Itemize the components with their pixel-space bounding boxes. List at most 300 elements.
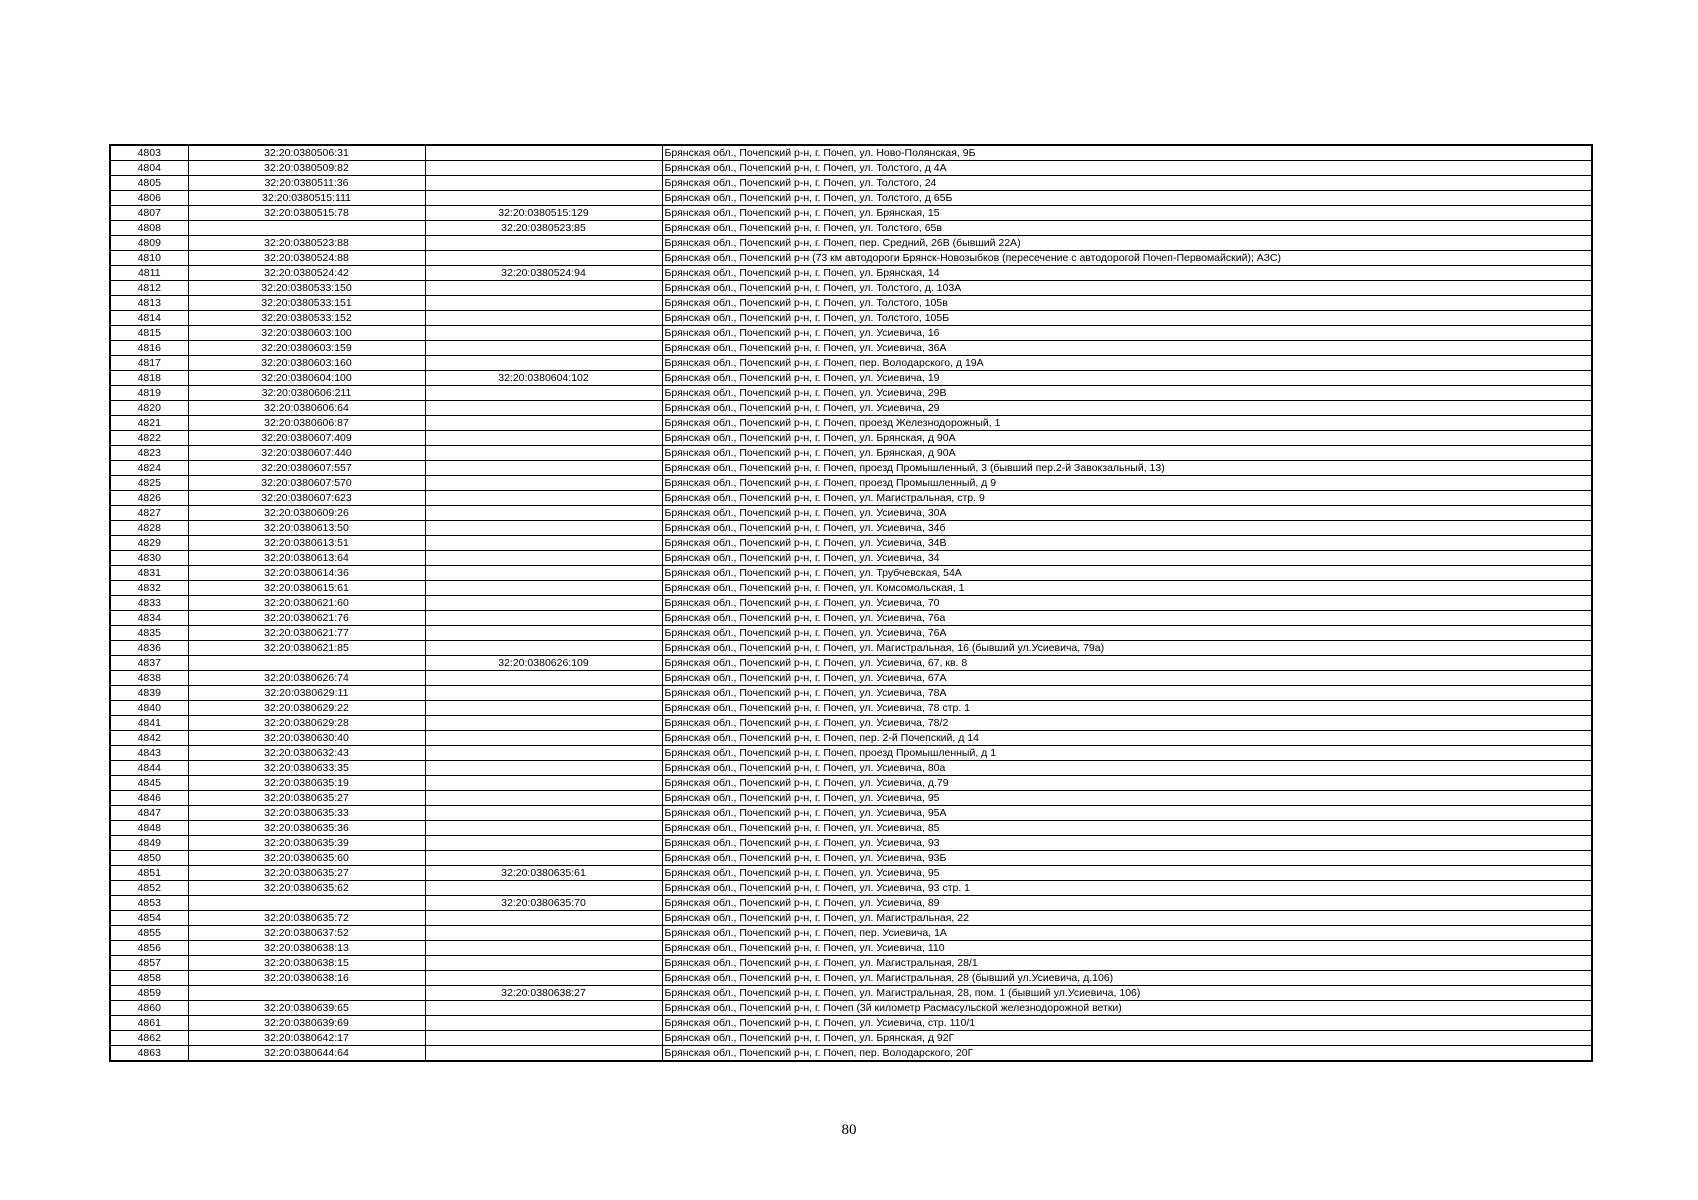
row-number-cell: 4811 bbox=[110, 266, 188, 281]
row-number-cell: 4862 bbox=[110, 1031, 188, 1046]
cadastral-number-cell: 32:20:0380635:62 bbox=[188, 881, 425, 896]
address-cell: Брянская обл., Почепский р-н, г. Почеп, проезд Промышленный, 3 (бывший пер.2-й Завокзальный, 13) bbox=[662, 461, 1592, 476]
related-cadastral-number-cell bbox=[425, 566, 662, 581]
row-number-cell: 4859 bbox=[110, 986, 188, 1001]
row-number-cell: 4832 bbox=[110, 581, 188, 596]
row-number-cell: 4817 bbox=[110, 356, 188, 371]
address-cell: Брянская обл., Почепский р-н, г. Почеп, ул. Толстого, 105в bbox=[662, 296, 1592, 311]
related-cadastral-number-cell: 32:20:0380524:94 bbox=[425, 266, 662, 281]
address-cell: Брянская обл., Почепский р-н, г. Почеп, пер. Володарского, д 19А bbox=[662, 356, 1592, 371]
cadastral-number-cell: 32:20:0380509:82 bbox=[188, 161, 425, 176]
related-cadastral-number-cell bbox=[425, 716, 662, 731]
cadastral-number-cell: 32:20:0380632:43 bbox=[188, 746, 425, 761]
related-cadastral-number-cell bbox=[425, 806, 662, 821]
row-number-cell: 4809 bbox=[110, 236, 188, 251]
cadastral-number-cell: 32:20:0380607:409 bbox=[188, 431, 425, 446]
table-row bbox=[110, 581, 1592, 596]
row-number-cell: 4829 bbox=[110, 536, 188, 551]
row-number-cell: 4824 bbox=[110, 461, 188, 476]
cadastral-number-cell: 32:20:0380638:13 bbox=[188, 941, 425, 956]
table-row bbox=[110, 296, 1592, 311]
address-cell: Брянская обл., Почепский р-н, г. Почеп, ул. Усиевича, 67, кв. 8 bbox=[662, 656, 1592, 671]
cadastral-number-cell: 32:20:0380621:60 bbox=[188, 596, 425, 611]
related-cadastral-number-cell bbox=[425, 536, 662, 551]
table-row bbox=[110, 506, 1592, 521]
cadastral-number-cell: 32:20:0380533:150 bbox=[188, 281, 425, 296]
cadastral-number-cell: 32:20:0380603:160 bbox=[188, 356, 425, 371]
row-number-cell: 4843 bbox=[110, 746, 188, 761]
table-row bbox=[110, 431, 1592, 446]
address-cell: Брянская обл., Почепский р-н, г. Почеп, проезд Промышленный, д 9 bbox=[662, 476, 1592, 491]
address-cell: Брянская обл., Почепский р-н (73 км автодороги Брянск-Новозыбков (пересечение с автодорогой Почеп-Первомайский); АЗС) bbox=[662, 251, 1592, 266]
cadastral-number-cell: 32:20:0380515:111 bbox=[188, 191, 425, 206]
address-cell: Брянская обл., Почепский р-н, г. Почеп, ул. Магистральная, 28 (бывший ул.Усиевича, д.106) bbox=[662, 971, 1592, 986]
address-cell: Брянская обл., Почепский р-н, г. Почеп, ул. Толстого, 65в bbox=[662, 221, 1592, 236]
table-row bbox=[110, 821, 1592, 836]
row-number-cell: 4807 bbox=[110, 206, 188, 221]
address-cell: Брянская обл., Почепский р-н, г. Почеп (3й километр Расмасульской железнодорожной ветки) bbox=[662, 1001, 1592, 1016]
row-number-cell: 4854 bbox=[110, 911, 188, 926]
related-cadastral-number-cell bbox=[425, 641, 662, 656]
related-cadastral-number-cell bbox=[425, 626, 662, 641]
related-cadastral-number-cell bbox=[425, 686, 662, 701]
related-cadastral-number-cell bbox=[425, 821, 662, 836]
address-cell: Брянская обл., Почепский р-н, г. Почеп, ул. Толстого, д. 103А bbox=[662, 281, 1592, 296]
related-cadastral-number-cell bbox=[425, 1031, 662, 1046]
table-row bbox=[110, 1031, 1592, 1046]
related-cadastral-number-cell bbox=[425, 386, 662, 401]
row-number-cell: 4823 bbox=[110, 446, 188, 461]
table-row bbox=[110, 191, 1592, 206]
related-cadastral-number-cell bbox=[425, 461, 662, 476]
cadastral-number-cell: 32:20:0380626:74 bbox=[188, 671, 425, 686]
related-cadastral-number-cell bbox=[425, 926, 662, 941]
row-number-cell: 4828 bbox=[110, 521, 188, 536]
address-cell: Брянская обл., Почепский р-н, г. Почеп, ул. Усиевича, 95 bbox=[662, 791, 1592, 806]
related-cadastral-number-cell bbox=[425, 416, 662, 431]
table-row bbox=[110, 311, 1592, 326]
address-cell: Брянская обл., Почепский р-н, г. Почеп, ул. Комсомольская, 1 bbox=[662, 581, 1592, 596]
address-cell: Брянская обл., Почепский р-н, г. Почеп, ул. Усиевича, 76а bbox=[662, 611, 1592, 626]
address-cell: Брянская обл., Почепский р-н, г. Почеп, ул. Магистральная, 28/1 bbox=[662, 956, 1592, 971]
related-cadastral-number-cell bbox=[425, 281, 662, 296]
cadastral-number-cell: 32:20:0380515:78 bbox=[188, 206, 425, 221]
related-cadastral-number-cell bbox=[425, 1046, 662, 1062]
address-cell: Брянская обл., Почепский р-н, г. Почеп, ул. Магистральная, 28, пом. 1 (бывший ул.Усиевича, 106) bbox=[662, 986, 1592, 1001]
row-number-cell: 4821 bbox=[110, 416, 188, 431]
address-cell: Брянская обл., Почепский р-н, г. Почеп, ул. Ново-Полянская, 9Б bbox=[662, 145, 1592, 161]
cadastral-number-cell: 32:20:0380637:52 bbox=[188, 926, 425, 941]
row-number-cell: 4860 bbox=[110, 1001, 188, 1016]
cadastral-number-cell: 32:20:0380635:60 bbox=[188, 851, 425, 866]
table-row bbox=[110, 776, 1592, 791]
related-cadastral-number-cell bbox=[425, 836, 662, 851]
table-row bbox=[110, 866, 1592, 881]
row-number-cell: 4806 bbox=[110, 191, 188, 206]
related-cadastral-number-cell bbox=[425, 521, 662, 536]
related-cadastral-number-cell bbox=[425, 776, 662, 791]
cadastral-number-cell: 32:20:0380615:61 bbox=[188, 581, 425, 596]
cadastral-number-cell: 32:20:0380633:35 bbox=[188, 761, 425, 776]
cadastral-number-cell: 32:20:0380607:570 bbox=[188, 476, 425, 491]
address-cell: Брянская обл., Почепский р-н, г. Почеп, ул. Усиевича, 89 bbox=[662, 896, 1592, 911]
cadastral-number-cell: 32:20:0380644:64 bbox=[188, 1046, 425, 1062]
address-cell: Брянская обл., Почепский р-н, г. Почеп, ул. Брянская, д 92Г bbox=[662, 1031, 1592, 1046]
address-cell: Брянская обл., Почепский р-н, г. Почеп, ул. Усиевича, 80а bbox=[662, 761, 1592, 776]
cadastral-number-cell: 32:20:0380639:65 bbox=[188, 1001, 425, 1016]
row-number-cell: 4803 bbox=[110, 145, 188, 161]
table-row bbox=[110, 386, 1592, 401]
related-cadastral-number-cell bbox=[425, 956, 662, 971]
related-cadastral-number-cell bbox=[425, 356, 662, 371]
address-cell: Брянская обл., Почепский р-н, г. Почеп, проезд Промышленный, д 1 bbox=[662, 746, 1592, 761]
address-cell: Брянская обл., Почепский р-н, г. Почеп, ул. Толстого, 24 bbox=[662, 176, 1592, 191]
address-cell: Брянская обл., Почепский р-н, г. Почеп, ул. Усиевича, 29 bbox=[662, 401, 1592, 416]
row-number-cell: 4814 bbox=[110, 311, 188, 326]
address-cell: Брянская обл., Почепский р-н, г. Почеп, ул. Усиевича, 93 bbox=[662, 836, 1592, 851]
cadastral-number-cell: 32:20:0380621:77 bbox=[188, 626, 425, 641]
row-number-cell: 4816 bbox=[110, 341, 188, 356]
table-row bbox=[110, 416, 1592, 431]
table-row bbox=[110, 896, 1592, 911]
row-number-cell: 4856 bbox=[110, 941, 188, 956]
cadastral-number-cell: 32:20:0380533:151 bbox=[188, 296, 425, 311]
table-row bbox=[110, 956, 1592, 971]
related-cadastral-number-cell bbox=[425, 311, 662, 326]
table-row bbox=[110, 266, 1592, 281]
row-number-cell: 4846 bbox=[110, 791, 188, 806]
row-number-cell: 4853 bbox=[110, 896, 188, 911]
table-row bbox=[110, 521, 1592, 536]
address-cell: Брянская обл., Почепский р-н, г. Почеп, ул. Трубчевская, 54А bbox=[662, 566, 1592, 581]
row-number-cell: 4842 bbox=[110, 731, 188, 746]
table-row bbox=[110, 671, 1592, 686]
row-number-cell: 4851 bbox=[110, 866, 188, 881]
related-cadastral-number-cell bbox=[425, 446, 662, 461]
table-row bbox=[110, 251, 1592, 266]
related-cadastral-number-cell bbox=[425, 145, 662, 161]
address-cell: Брянская обл., Почепский р-н, г. Почеп, ул. Толстого, 105Б bbox=[662, 311, 1592, 326]
table-row bbox=[110, 881, 1592, 896]
cadastral-number-cell bbox=[188, 896, 425, 911]
address-cell: Брянская обл., Почепский р-н, г. Почеп, ул. Толстого, д 65Б bbox=[662, 191, 1592, 206]
table-row bbox=[110, 176, 1592, 191]
cadastral-number-cell: 32:20:0380524:42 bbox=[188, 266, 425, 281]
table-row bbox=[110, 911, 1592, 926]
table-row bbox=[110, 551, 1592, 566]
table-row bbox=[110, 761, 1592, 776]
cadastral-number-cell: 32:20:0380603:100 bbox=[188, 326, 425, 341]
cadastral-number-cell: 32:20:0380609:26 bbox=[188, 506, 425, 521]
cadastral-number-cell: 32:20:0380613:64 bbox=[188, 551, 425, 566]
row-number-cell: 4805 bbox=[110, 176, 188, 191]
cadastral-number-cell: 32:20:0380635:36 bbox=[188, 821, 425, 836]
address-cell: Брянская обл., Почепский р-н, г. Почеп, ул. Усиевича, 70 bbox=[662, 596, 1592, 611]
address-cell: Брянская обл., Почепский р-н, г. Почеп, ул. Усиевича, 93 стр. 1 bbox=[662, 881, 1592, 896]
table-row bbox=[110, 161, 1592, 176]
cadastral-number-cell: 32:20:0380638:16 bbox=[188, 971, 425, 986]
table-row bbox=[110, 566, 1592, 581]
address-cell: Брянская обл., Почепский р-н, г. Почеп, ул. Магистральная, стр. 9 bbox=[662, 491, 1592, 506]
address-cell: Брянская обл., Почепский р-н, г. Почеп, проезд Железнодорожный, 1 bbox=[662, 416, 1592, 431]
address-cell: Брянская обл., Почепский р-н, г. Почеп, ул. Усиевича, 78А bbox=[662, 686, 1592, 701]
table-row bbox=[110, 851, 1592, 866]
address-cell: Брянская обл., Почепский р-н, г. Почеп, ул. Усиевича, стр. 110/1 bbox=[662, 1016, 1592, 1031]
row-number-cell: 4850 bbox=[110, 851, 188, 866]
row-number-cell: 4847 bbox=[110, 806, 188, 821]
related-cadastral-number-cell: 32:20:0380523:85 bbox=[425, 221, 662, 236]
related-cadastral-number-cell bbox=[425, 701, 662, 716]
cadastral-number-cell: 32:20:0380635:27 bbox=[188, 791, 425, 806]
row-number-cell: 4863 bbox=[110, 1046, 188, 1062]
table-row bbox=[110, 941, 1592, 956]
row-number-cell: 4804 bbox=[110, 161, 188, 176]
row-number-cell: 4848 bbox=[110, 821, 188, 836]
page-number: 80 bbox=[841, 1122, 857, 1138]
address-cell: Брянская обл., Почепский р-н, г. Почеп, пер. 2-й Почепский, д 14 bbox=[662, 731, 1592, 746]
cadastral-number-cell: 32:20:0380523:88 bbox=[188, 236, 425, 251]
row-number-cell: 4815 bbox=[110, 326, 188, 341]
address-cell: Брянская обл., Почепский р-н, г. Почеп, ул. Толстого, д 4А bbox=[662, 161, 1592, 176]
related-cadastral-number-cell bbox=[425, 596, 662, 611]
cadastral-number-cell: 32:20:0380638:15 bbox=[188, 956, 425, 971]
address-cell: Брянская обл., Почепский р-н, г. Почеп, ул. Усиевича, 19 bbox=[662, 371, 1592, 386]
address-cell: Брянская обл., Почепский р-н, г. Почеп, ул. Усиевича, 34В bbox=[662, 536, 1592, 551]
row-number-cell: 4830 bbox=[110, 551, 188, 566]
address-cell: Брянская обл., Почепский р-н, г. Почеп, ул. Усиевича, 29В bbox=[662, 386, 1592, 401]
related-cadastral-number-cell bbox=[425, 401, 662, 416]
row-number-cell: 4858 bbox=[110, 971, 188, 986]
cadastral-number-cell: 32:20:0380642:17 bbox=[188, 1031, 425, 1046]
row-number-cell: 4849 bbox=[110, 836, 188, 851]
row-number-cell: 4810 bbox=[110, 251, 188, 266]
cadastral-number-cell: 32:20:0380606:87 bbox=[188, 416, 425, 431]
related-cadastral-number-cell bbox=[425, 581, 662, 596]
address-cell: Брянская обл., Почепский р-н, г. Почеп, ул. Усиевича, 16 bbox=[662, 326, 1592, 341]
cadastral-number-cell: 32:20:0380629:11 bbox=[188, 686, 425, 701]
related-cadastral-number-cell bbox=[425, 611, 662, 626]
related-cadastral-number-cell: 32:20:0380604:102 bbox=[425, 371, 662, 386]
table-row bbox=[110, 341, 1592, 356]
related-cadastral-number-cell bbox=[425, 176, 662, 191]
cadastral-number-cell: 32:20:0380629:28 bbox=[188, 716, 425, 731]
table-row bbox=[110, 986, 1592, 1001]
related-cadastral-number-cell bbox=[425, 506, 662, 521]
cadastral-number-cell: 32:20:0380511:36 bbox=[188, 176, 425, 191]
related-cadastral-number-cell bbox=[425, 431, 662, 446]
row-number-cell: 4813 bbox=[110, 296, 188, 311]
cadastral-number-cell: 32:20:0380635:27 bbox=[188, 866, 425, 881]
row-number-cell: 4845 bbox=[110, 776, 188, 791]
cadastral-number-cell: 32:20:0380607:623 bbox=[188, 491, 425, 506]
table-row bbox=[110, 701, 1592, 716]
cadastral-number-cell: 32:20:0380621:76 bbox=[188, 611, 425, 626]
related-cadastral-number-cell: 32:20:0380635:61 bbox=[425, 866, 662, 881]
row-number-cell: 4831 bbox=[110, 566, 188, 581]
cadastral-number-cell: 32:20:0380604:100 bbox=[188, 371, 425, 386]
row-number-cell: 4833 bbox=[110, 596, 188, 611]
related-cadastral-number-cell bbox=[425, 551, 662, 566]
row-number-cell: 4838 bbox=[110, 671, 188, 686]
related-cadastral-number-cell bbox=[425, 881, 662, 896]
table-row bbox=[110, 326, 1592, 341]
row-number-cell: 4839 bbox=[110, 686, 188, 701]
cadastral-number-cell bbox=[188, 656, 425, 671]
cadastral-number-cell bbox=[188, 221, 425, 236]
row-number-cell: 4837 bbox=[110, 656, 188, 671]
address-cell: Брянская обл., Почепский р-н, г. Почеп, ул. Усиевича, 85 bbox=[662, 821, 1592, 836]
table-row bbox=[110, 686, 1592, 701]
table-row bbox=[110, 446, 1592, 461]
table-row bbox=[110, 1016, 1592, 1031]
address-cell: Брянская обл., Почепский р-н, г. Почеп, ул. Усиевича, 78/2 bbox=[662, 716, 1592, 731]
related-cadastral-number-cell bbox=[425, 341, 662, 356]
cadastral-number-cell: 32:20:0380613:51 bbox=[188, 536, 425, 551]
table-row bbox=[110, 596, 1592, 611]
table-row bbox=[110, 206, 1592, 221]
related-cadastral-number-cell bbox=[425, 236, 662, 251]
cadastral-number-cell: 32:20:0380606:211 bbox=[188, 386, 425, 401]
row-number-cell: 4822 bbox=[110, 431, 188, 446]
related-cadastral-number-cell bbox=[425, 1016, 662, 1031]
related-cadastral-number-cell bbox=[425, 476, 662, 491]
table-row bbox=[110, 926, 1592, 941]
related-cadastral-number-cell bbox=[425, 761, 662, 776]
cadastral-number-cell: 32:20:0380621:85 bbox=[188, 641, 425, 656]
row-number-cell: 4820 bbox=[110, 401, 188, 416]
row-number-cell: 4818 bbox=[110, 371, 188, 386]
related-cadastral-number-cell bbox=[425, 161, 662, 176]
table-row bbox=[110, 476, 1592, 491]
table-row bbox=[110, 371, 1592, 386]
related-cadastral-number-cell bbox=[425, 1001, 662, 1016]
address-cell: Брянская обл., Почепский р-н, г. Почеп, ул. Усиевича, 76А bbox=[662, 626, 1592, 641]
row-number-cell: 4855 bbox=[110, 926, 188, 941]
address-cell: Брянская обл., Почепский р-н, г. Почеп, пер. Володарского, 20Г bbox=[662, 1046, 1592, 1062]
registry-table bbox=[109, 144, 1593, 1062]
related-cadastral-number-cell bbox=[425, 491, 662, 506]
table-row bbox=[110, 536, 1592, 551]
table-row bbox=[110, 641, 1592, 656]
table-row bbox=[110, 401, 1592, 416]
table-row bbox=[110, 1001, 1592, 1016]
table-row bbox=[110, 356, 1592, 371]
row-number-cell: 4834 bbox=[110, 611, 188, 626]
cadastral-number-cell bbox=[188, 986, 425, 1001]
address-cell: Брянская обл., Почепский р-н, г. Почеп, ул. Усиевича, 110 bbox=[662, 941, 1592, 956]
table-row bbox=[110, 806, 1592, 821]
address-cell: Брянская обл., Почепский р-н, г. Почеп, ул. Усиевича, 78 стр. 1 bbox=[662, 701, 1592, 716]
related-cadastral-number-cell: 32:20:0380638:27 bbox=[425, 986, 662, 1001]
row-number-cell: 4827 bbox=[110, 506, 188, 521]
table-row bbox=[110, 746, 1592, 761]
cadastral-number-cell: 32:20:0380607:440 bbox=[188, 446, 425, 461]
related-cadastral-number-cell bbox=[425, 251, 662, 266]
table-row bbox=[110, 145, 1592, 161]
cadastral-number-cell: 32:20:0380635:33 bbox=[188, 806, 425, 821]
address-cell: Брянская обл., Почепский р-н, г. Почеп, ул. Брянская, д 90А bbox=[662, 431, 1592, 446]
table-row bbox=[110, 491, 1592, 506]
cadastral-number-cell: 32:20:0380635:19 bbox=[188, 776, 425, 791]
table-row bbox=[110, 611, 1592, 626]
address-cell: Брянская обл., Почепский р-н, г. Почеп, ул. Магистральная, 16 (бывший ул.Усиевича, 79а) bbox=[662, 641, 1592, 656]
row-number-cell: 4844 bbox=[110, 761, 188, 776]
table-row bbox=[110, 221, 1592, 236]
related-cadastral-number-cell bbox=[425, 731, 662, 746]
row-number-cell: 4808 bbox=[110, 221, 188, 236]
address-cell: Брянская обл., Почепский р-н, г. Почеп, пер. Средний, 26В (бывший 22А) bbox=[662, 236, 1592, 251]
related-cadastral-number-cell bbox=[425, 191, 662, 206]
cadastral-number-cell: 32:20:0380606:64 bbox=[188, 401, 425, 416]
table-row bbox=[110, 461, 1592, 476]
address-cell: Брянская обл., Почепский р-н, г. Почеп, ул. Брянская, 15 bbox=[662, 206, 1592, 221]
row-number-cell: 4852 bbox=[110, 881, 188, 896]
address-cell: Брянская обл., Почепский р-н, г. Почеп, ул. Брянская, д 90А bbox=[662, 446, 1592, 461]
related-cadastral-number-cell bbox=[425, 746, 662, 761]
row-number-cell: 4836 bbox=[110, 641, 188, 656]
address-cell: Брянская обл., Почепский р-н, г. Почеп, ул. Усиевича, 34б bbox=[662, 521, 1592, 536]
related-cadastral-number-cell: 32:20:0380635:70 bbox=[425, 896, 662, 911]
cadastral-number-cell: 32:20:0380533:152 bbox=[188, 311, 425, 326]
cadastral-number-cell: 32:20:0380607:557 bbox=[188, 461, 425, 476]
address-cell: Брянская обл., Почепский р-н, г. Почеп, ул. Усиевича, 67А bbox=[662, 671, 1592, 686]
address-cell: Брянская обл., Почепский р-н, г. Почеп, ул. Усиевича, 93Б bbox=[662, 851, 1592, 866]
cadastral-number-cell: 32:20:0380524:88 bbox=[188, 251, 425, 266]
related-cadastral-number-cell bbox=[425, 971, 662, 986]
row-number-cell: 4861 bbox=[110, 1016, 188, 1031]
related-cadastral-number-cell bbox=[425, 671, 662, 686]
table-row bbox=[110, 836, 1592, 851]
table-row bbox=[110, 626, 1592, 641]
address-cell: Брянская обл., Почепский р-н, г. Почеп, ул. Усиевича, 95 bbox=[662, 866, 1592, 881]
related-cadastral-number-cell bbox=[425, 911, 662, 926]
address-cell: Брянская обл., Почепский р-н, г. Почеп, ул. Усиевича, 36А bbox=[662, 341, 1592, 356]
related-cadastral-number-cell bbox=[425, 791, 662, 806]
cadastral-number-cell: 32:20:0380639:69 bbox=[188, 1016, 425, 1031]
address-cell: Брянская обл., Почепский р-н, г. Почеп, пер. Усиевича, 1А bbox=[662, 926, 1592, 941]
address-cell: Брянская обл., Почепский р-н, г. Почеп, ул. Магистральная, 22 bbox=[662, 911, 1592, 926]
row-number-cell: 4857 bbox=[110, 956, 188, 971]
table-row bbox=[110, 1046, 1592, 1062]
cadastral-number-cell: 32:20:0380603:159 bbox=[188, 341, 425, 356]
address-cell: Брянская обл., Почепский р-н, г. Почеп, ул. Усиевича, 34 bbox=[662, 551, 1592, 566]
registry-table-body bbox=[110, 145, 1592, 1061]
row-number-cell: 4819 bbox=[110, 386, 188, 401]
related-cadastral-number-cell: 32:20:0380626:109 bbox=[425, 656, 662, 671]
table-row bbox=[110, 716, 1592, 731]
related-cadastral-number-cell: 32:20:0380515:129 bbox=[425, 206, 662, 221]
cadastral-number-cell: 32:20:0380506:31 bbox=[188, 145, 425, 161]
row-number-cell: 4841 bbox=[110, 716, 188, 731]
related-cadastral-number-cell bbox=[425, 941, 662, 956]
cadastral-number-cell: 32:20:0380630:40 bbox=[188, 731, 425, 746]
table-row bbox=[110, 791, 1592, 806]
row-number-cell: 4812 bbox=[110, 281, 188, 296]
table-row bbox=[110, 971, 1592, 986]
row-number-cell: 4825 bbox=[110, 476, 188, 491]
related-cadastral-number-cell bbox=[425, 296, 662, 311]
address-cell: Брянская обл., Почепский р-н, г. Почеп, ул. Усиевича, д.79 bbox=[662, 776, 1592, 791]
row-number-cell: 4826 bbox=[110, 491, 188, 506]
table-row bbox=[110, 281, 1592, 296]
address-cell: Брянская обл., Почепский р-н, г. Почеп, ул. Брянская, 14 bbox=[662, 266, 1592, 281]
related-cadastral-number-cell bbox=[425, 851, 662, 866]
table-row bbox=[110, 731, 1592, 746]
cadastral-number-cell: 32:20:0380635:39 bbox=[188, 836, 425, 851]
cadastral-number-cell: 32:20:0380635:72 bbox=[188, 911, 425, 926]
cadastral-number-cell: 32:20:0380629:22 bbox=[188, 701, 425, 716]
related-cadastral-number-cell bbox=[425, 326, 662, 341]
